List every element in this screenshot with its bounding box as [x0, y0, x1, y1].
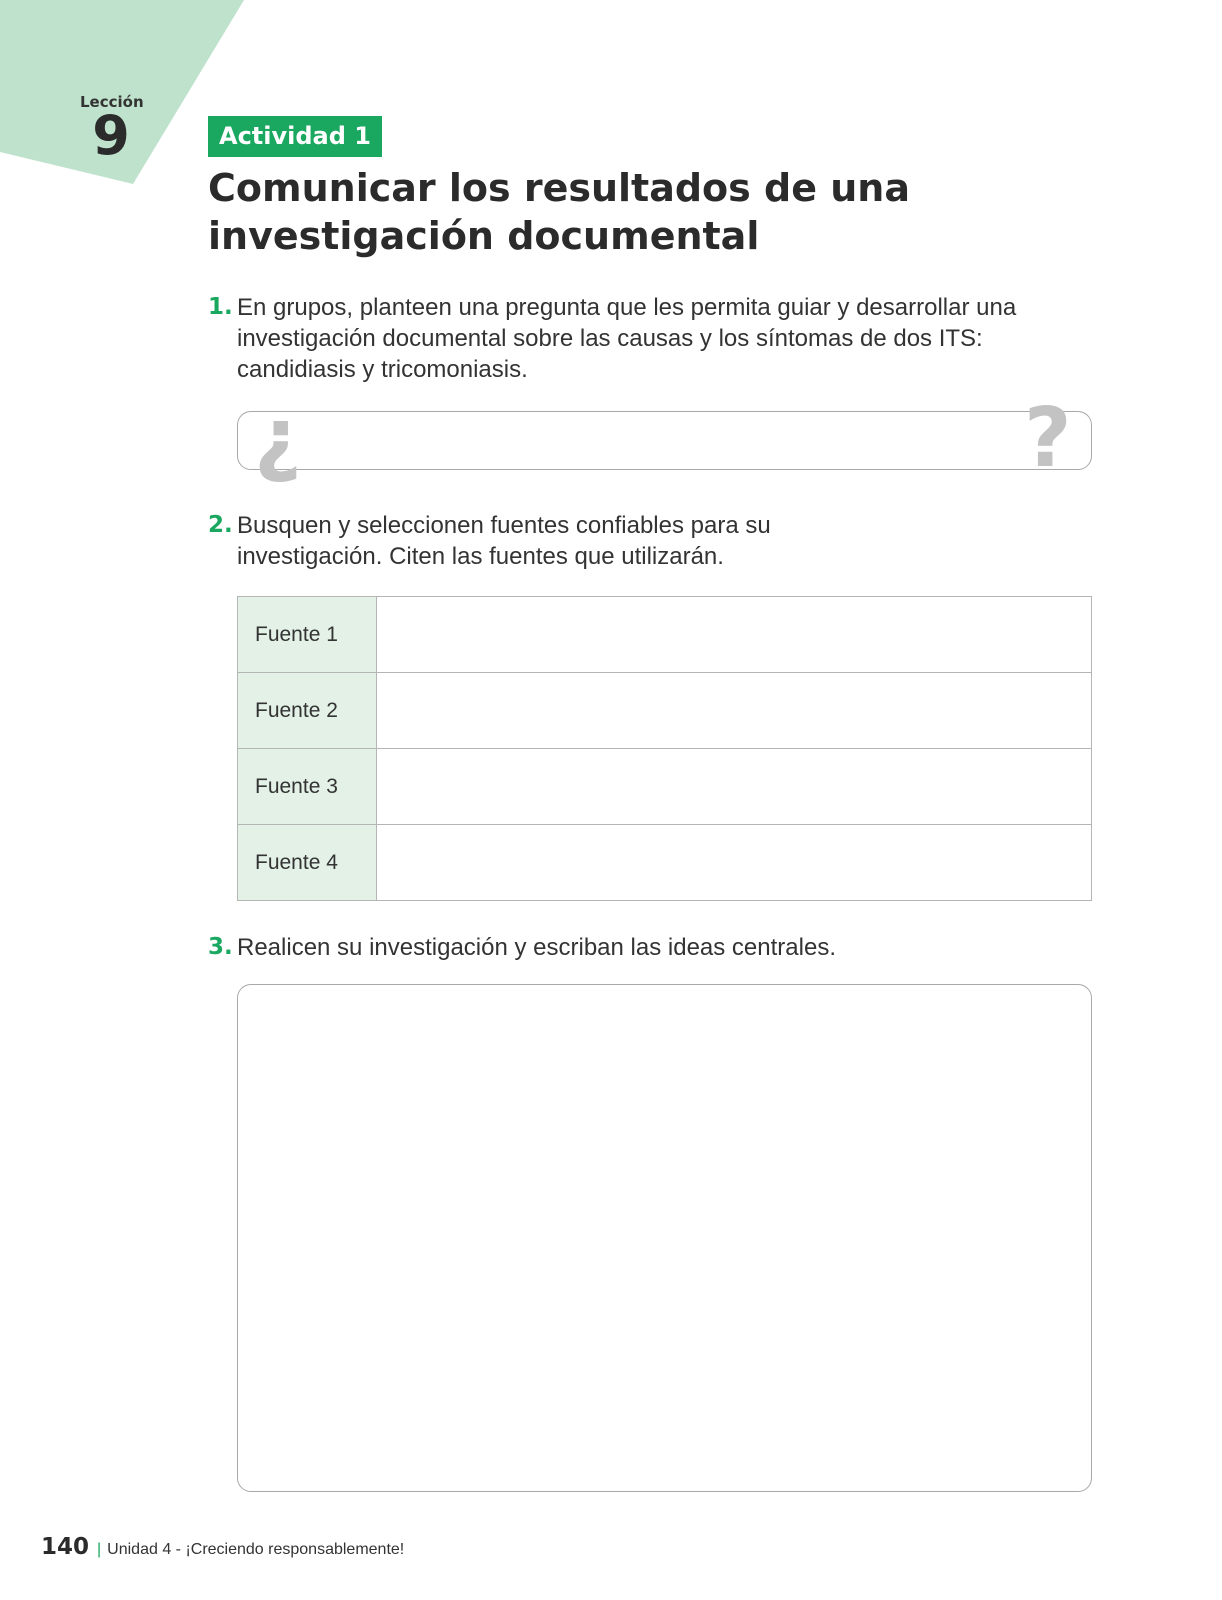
source-label: Fuente 4 [238, 825, 377, 901]
open-question-mark-icon: ¿ [254, 391, 302, 486]
instruction-text: En grupos, planteen una pregunta que les permita guiar y desarrollar una investigación documental sobre las causas y los síntomas de dos ITS: candidiasis y tricomoniasis. [237, 294, 1017, 383]
source-label: Fuente 1 [238, 597, 377, 673]
source-input-cell[interactable] [377, 825, 1092, 901]
page-number: 140 [41, 1534, 90, 1560]
lesson-number: 9 [92, 104, 130, 167]
source-input-cell[interactable] [377, 597, 1092, 673]
close-question-mark-icon: ? [1024, 391, 1072, 486]
instruction-1 [208, 292, 1088, 385]
instruction-number: 2. [208, 512, 233, 538]
activity-title: Comunicar los resultados de una investigación documental [208, 166, 910, 258]
instruction-text: Realicen su investigación y escriban las ideas centrales. [237, 934, 836, 961]
source-row [238, 749, 1092, 825]
instruction-2 [208, 510, 908, 572]
instruction-text: Busquen y seleccionen fuentes confiables para su investigación. Citen las fuentes que utilizarán. [237, 512, 771, 570]
source-label: Fuente 2 [238, 673, 377, 749]
instruction-3 [208, 932, 1088, 963]
instruction-number: 1. [208, 294, 233, 320]
footer-separator: | [97, 1541, 102, 1558]
question-input-box[interactable] [237, 411, 1092, 470]
source-row [238, 597, 1092, 673]
source-row [238, 825, 1092, 901]
source-label: Fuente 3 [238, 749, 377, 825]
source-input-cell[interactable] [377, 749, 1092, 825]
unit-title: Unidad 4 - ¡Creciendo responsablemente! [107, 1541, 405, 1558]
lesson-label: Lección [80, 93, 144, 111]
instruction-number: 3. [208, 934, 233, 960]
source-row [238, 673, 1092, 749]
page-footer [41, 1532, 404, 1565]
activity-badge: Actividad 1 [208, 116, 382, 157]
central-ideas-answer-box[interactable] [237, 984, 1092, 1492]
sources-table [237, 596, 1092, 901]
source-input-cell[interactable] [377, 673, 1092, 749]
